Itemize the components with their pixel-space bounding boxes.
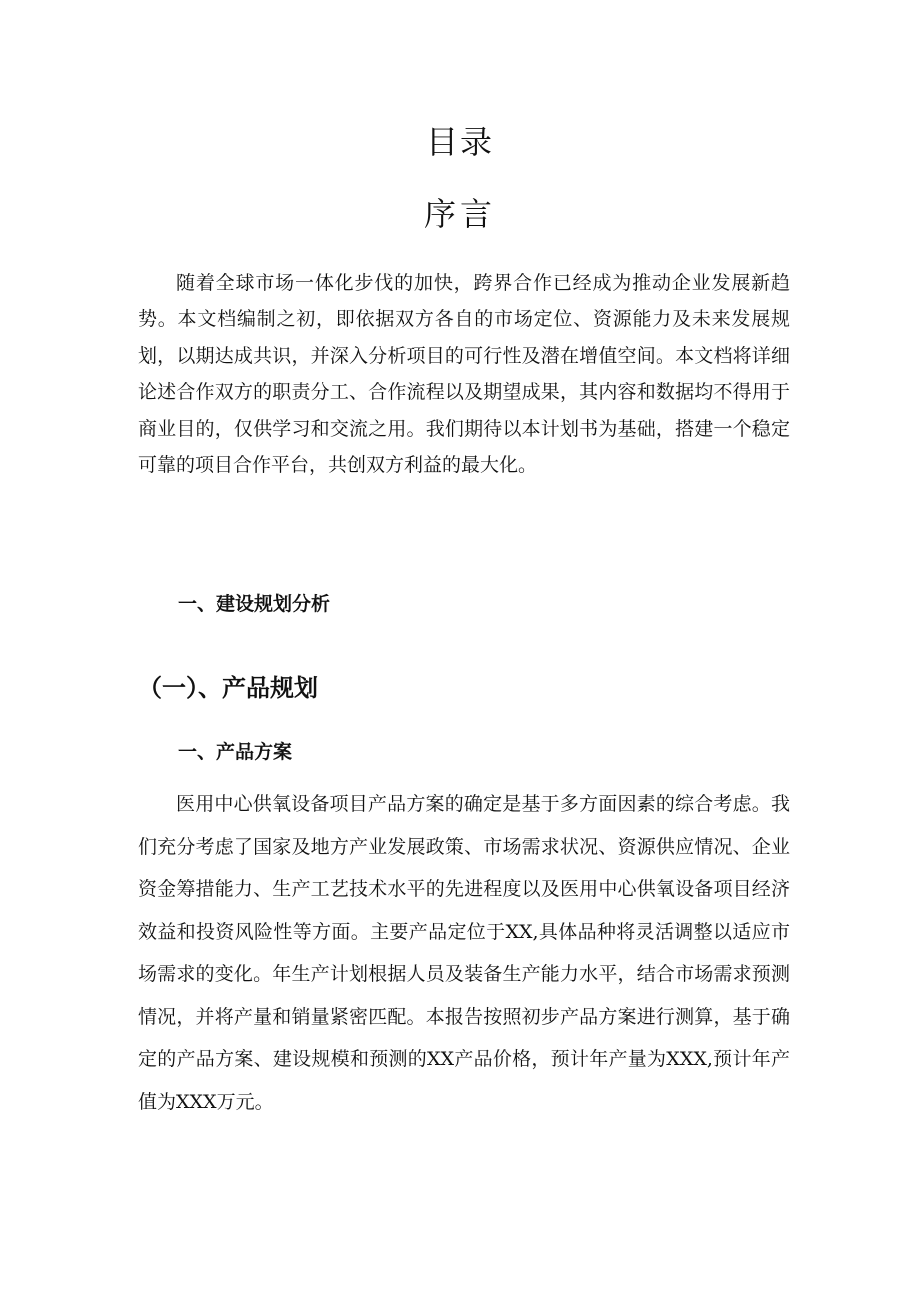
product-scheme-paragraph: 医用中心供氧设备项目产品方案的确定是基于多方面因素的综合考虑。我们充分考虑了国家及地方产业发展政策、市场需求状况、资源供应情况、企业资金筹措能力、生产工艺技术水平的先进程度以及医用中心供氧设备项目经济效益和投资风险性等方面。主要产品定位于XX,具体品种将灵活调整以适应市场需求的变化。年生产计划根据人员及装备生产能力水平，结合市场需求预测情况，并将产量和销量紧密匹配。本报告按照初步产品方案进行测算，基于确定的产品方案、建设规模和预测的XX产品价格，预计年产量为XXX,预计年产值为XXX万元。 — [138, 793, 790, 1113]
toc-title: 目录 — [425, 123, 494, 161]
section-heading-construction-planning: 一、建设规划分析 — [178, 593, 331, 615]
subsection-heading-product-planning: （一）、产品规划 — [138, 673, 318, 702]
subsubsection-heading-product-scheme: 一、产品方案 — [178, 741, 293, 763]
preface-title: 序言 — [423, 195, 496, 233]
preface-paragraph: 随着全球市场一体化步伐的加快，跨界合作已经成为推动企业发展新趋势。本文档编制之初，即依据双方各自的市场定位、资源能力及未来发展规划，以期达成共识，并深入分析项目的可行性及潜在增值空间。本文档将详细论述合作双方的职责分工、合作流程以及期望成果，其内容和数据均不得用于商业目的，仅供学习和交流之用。我们期待以本计划书为基础，搭建一个稳定可靠的项目合作平台，共创双方利益的最大化。 — [138, 272, 790, 477]
